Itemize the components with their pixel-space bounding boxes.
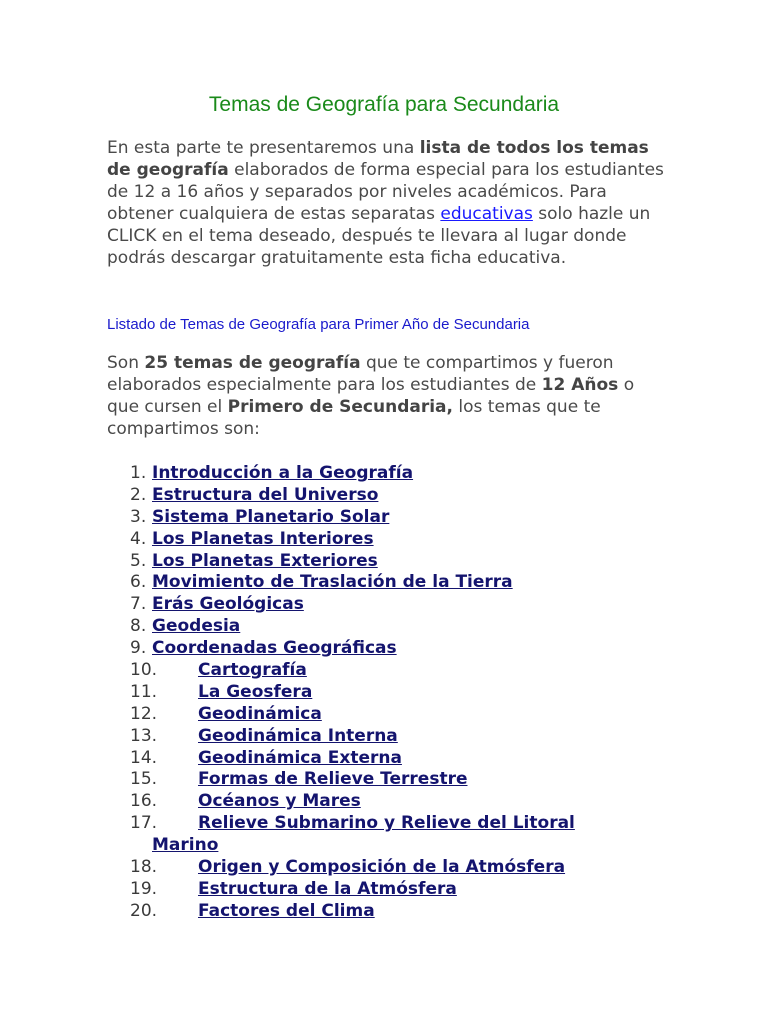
educativas-link[interactable]: educativas	[440, 204, 533, 224]
list-number: 4.	[130, 528, 147, 549]
topic-link[interactable]: Introducción a la Geografía	[152, 463, 414, 483]
para-text-2: que te compartimos y fueron elaborados especialmente para los estudiantes de	[107, 353, 614, 395]
topic-link[interactable]: Cartografía	[198, 660, 307, 681]
list-number: 5.	[130, 550, 147, 571]
list-item	[0, 748, 768, 770]
topic-link[interactable]: Geodinámica Interna	[198, 725, 398, 746]
list-item	[0, 791, 768, 813]
page-title: Temas de Geografía para Secundaria	[208, 93, 560, 116]
list-number: 20.	[130, 900, 158, 921]
list-item	[0, 682, 768, 704]
list-number: 11.	[130, 681, 158, 702]
list-item	[0, 572, 768, 594]
topic-link[interactable]: Los Planetas Exteriores	[152, 550, 378, 571]
para-text-4: los temas que te compartimos son:	[107, 397, 601, 439]
topics-list	[0, 463, 768, 923]
list-number: 1.	[130, 463, 147, 483]
list-item	[0, 879, 768, 901]
intro-text-1: En esta parte te presentaremos una	[107, 138, 420, 158]
list-item	[0, 463, 768, 485]
list-number: 9.	[130, 638, 147, 659]
list-item	[0, 638, 768, 660]
list-number: 2.	[130, 484, 147, 505]
list-item	[0, 551, 768, 573]
list-item	[0, 485, 768, 507]
list-number: 6.	[130, 572, 147, 593]
topic-link[interactable]: Geodinámica Externa	[198, 747, 402, 768]
list-number: 19.	[130, 878, 158, 899]
intro-paragraph	[107, 137, 667, 269]
topic-link[interactable]: La Geosfera	[198, 681, 313, 702]
list-item	[0, 901, 768, 923]
list-item	[0, 616, 768, 638]
topic-link[interactable]: Coordenadas Geográficas	[152, 638, 397, 659]
list-number: 14.	[130, 747, 158, 768]
topic-link[interactable]: Movimiento de Traslación de la Tierra	[152, 572, 513, 593]
topic-link[interactable]: Erás Geológicas	[152, 594, 304, 615]
list-number: 8.	[130, 616, 147, 637]
topic-link[interactable]: Formas de Relieve Terrestre	[198, 769, 468, 790]
topic-link[interactable]: Estructura del Universo	[152, 484, 379, 505]
list-item	[0, 704, 768, 726]
list-item	[0, 726, 768, 748]
para-bold-2: 12 Años	[541, 375, 619, 395]
topic-link[interactable]: Geodesia	[152, 616, 241, 637]
list-number: 18.	[130, 857, 158, 878]
list-item	[0, 769, 768, 791]
list-item	[0, 507, 768, 529]
list-item	[0, 529, 768, 551]
para-text-3: o que cursen el	[107, 375, 635, 417]
topic-link[interactable]: Sistema Planetario Solar	[152, 506, 390, 527]
topic-link[interactable]: Estructura de la Atmósfera	[198, 878, 457, 899]
list-number: 15.	[130, 769, 158, 790]
list-number: 12.	[130, 703, 158, 724]
list-number: 3.	[130, 506, 147, 527]
para-text-1: Son	[107, 353, 145, 373]
topic-link[interactable]: Factores del Clima	[198, 900, 375, 921]
topic-link[interactable]: Origen y Composición de la Atmósfera	[198, 857, 566, 878]
para-bold-1: 25 temas de geografía	[144, 353, 361, 373]
list-item	[0, 857, 768, 879]
list-item	[0, 813, 768, 857]
topic-link-continuation[interactable]: Marino	[152, 835, 219, 856]
intro-text-2: elaborados de forma especial para los estudiantes de 12 a 16 años y separados por niveles académicos. Para obtener cualquiera de estas separatas	[107, 160, 664, 224]
topic-link[interactable]: Océanos y Mares	[198, 791, 361, 812]
list-item	[0, 660, 768, 682]
intro-bold-1: lista de todos los temas de geografía	[107, 138, 649, 180]
list-number: 16.	[130, 791, 158, 812]
intro-text-3: solo hazle un CLICK en el tema deseado, después te llevara al lugar donde podrás descargar gratuitamente esta ficha educativa.	[107, 204, 651, 268]
list-item	[0, 594, 768, 616]
topics-intro-paragraph	[107, 352, 667, 440]
list-number: 17.	[130, 813, 158, 834]
para-bold-3: Primero de Secundaria,	[227, 397, 453, 417]
list-number: 7.	[130, 594, 147, 615]
topic-link[interactable]: Los Planetas Interiores	[152, 528, 374, 549]
section-subheading: Listado de Temas de Geografía para Primer Año de Secundaria	[107, 316, 530, 333]
list-number: 13.	[130, 725, 158, 746]
list-number: 10.	[130, 660, 158, 681]
topic-link[interactable]: Relieve Submarino y Relieve del Litoral	[198, 813, 575, 834]
topic-link[interactable]: Geodinámica	[198, 703, 322, 724]
